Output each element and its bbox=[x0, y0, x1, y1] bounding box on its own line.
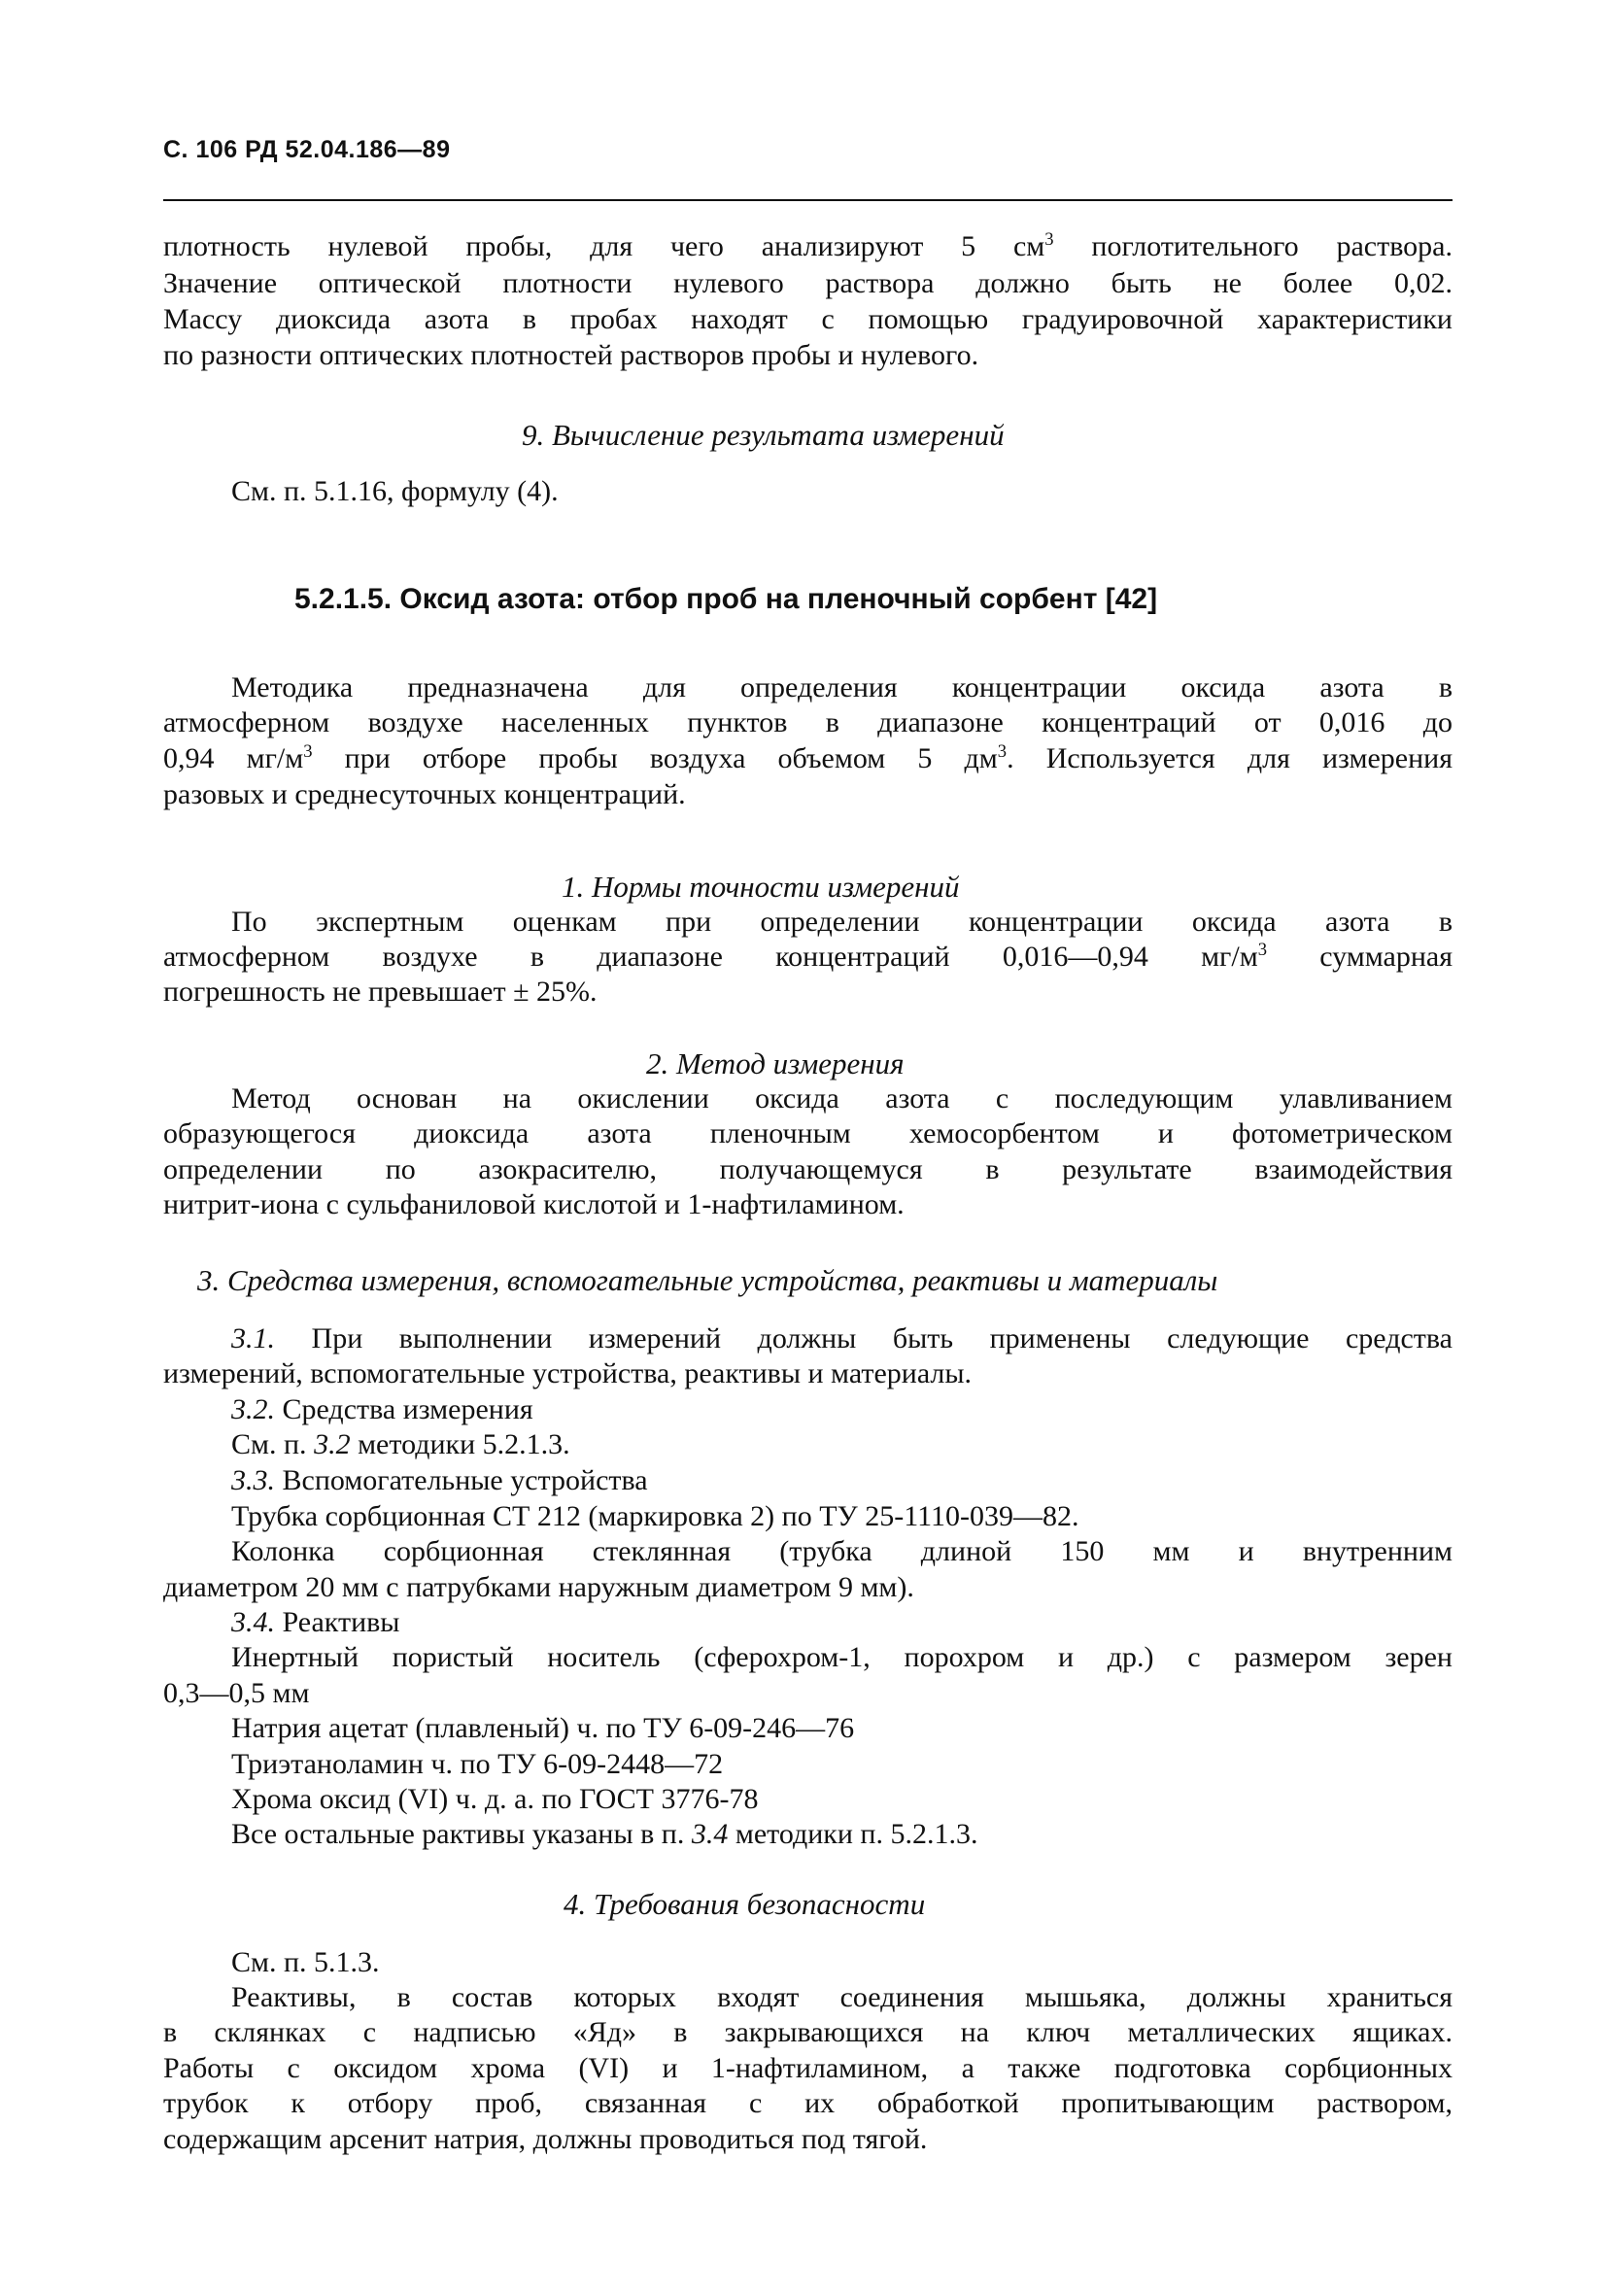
section-title: 5.2.1.5. Оксид азота: отбор проб на пленочный сорбент [42] bbox=[294, 583, 1158, 615]
sec4-line-0: См. п. 5.1.3. bbox=[231, 1946, 380, 1978]
intro-line-1: плотность нулевой пробы, для чего анализируют 5 $см^3$ поглотительного раствора. bbox=[163, 229, 1453, 262]
sec4-line-5: содержащим арсенит натрия, должны проводиться под тягой. bbox=[163, 2123, 928, 2155]
sec3-p33-line-1: Трубка сорбционная СТ 212 (маркировка 2) по ТУ 25-1110-039—82. bbox=[231, 1500, 1079, 1532]
sec3-p34-line-4: Триэтаноламин ч. по ТУ 6-09-2448—72 bbox=[231, 1748, 724, 1780]
header-rule bbox=[163, 199, 1453, 201]
sec3-p33-line-3: диаметром 20 мм с патрубками наружным диаметром 9 мм). bbox=[163, 1571, 914, 1603]
sec1-title: 1. Нормы точности измерений bbox=[562, 870, 960, 904]
method-line-4: разовых и среднесуточных концентраций. bbox=[163, 778, 686, 810]
intro-line-2: Значение оптической плотности нулевого раствора должно быть не более 0,02. bbox=[163, 267, 1453, 299]
sec1-line-3: погрешность не превышает ± 25%. bbox=[163, 976, 598, 1008]
intro-line-4: по разности оптических плотностей растворов пробы и нулевого. bbox=[163, 339, 979, 371]
sec2-line-2: образующегося диоксида азота пленочным хемосорбентом и фотометрическом bbox=[163, 1117, 1453, 1149]
sec1-line-2: атмосферном воздухе в диапазоне концентраций 0,016—0,94 $мг/м^3$ суммарная bbox=[163, 940, 1453, 973]
sec9-text: См. п. 5.1.16, формулу (4). bbox=[231, 475, 559, 507]
sec3-p34-line-5: Хрома оксид (VI) ч. д. а. по ГОСТ 3776-78 bbox=[231, 1783, 759, 1815]
sec3-p31-line-1: 3.1. При выполнении измерений должны быть применены следующие средства bbox=[231, 1322, 1453, 1354]
sec9-title: 9. Вычисление результата измерений bbox=[522, 418, 1005, 452]
sec4-line-3: Работы с оксидом хрома (VI) и 1-нафтиламином, а также подготовка сорбционных bbox=[163, 2052, 1453, 2084]
method-line-1: Методика предназначена для определения концентрации оксида азота в bbox=[231, 671, 1453, 703]
sec3-p34: 3.4. Реактивы bbox=[231, 1606, 400, 1638]
sec4-line-2: в склянках с надписью «Яд» в закрывающихся на ключ металлических ящиках. bbox=[163, 2016, 1453, 2048]
sec1-line-1: По экспертным оценкам при определении концентрации оксида азота в bbox=[231, 906, 1453, 938]
sec3-p34-line-6: Все остальные рактивы указаны в п. 3.4 методики п. 5.2.1.3. bbox=[231, 1818, 978, 1850]
sec2-title: 2. Метод измерения bbox=[646, 1046, 905, 1080]
sec4-title: 4. Требования безопасности bbox=[564, 1887, 926, 1921]
sec4-line-4: трубок к отбору проб, связанная с их обработкой пропитывающим раствором, bbox=[163, 2087, 1453, 2119]
sec3-p33: 3.3. Вспомогательные устройства bbox=[231, 1464, 648, 1496]
sec3-p34-line-3: Натрия ацетат (плавленый) ч. по ТУ 6-09-246—76 bbox=[231, 1712, 855, 1744]
running-head: С. 106 РД 52.04.186—89 bbox=[163, 136, 451, 163]
method-line-2: атмосферном воздухе населенных пунктов в диапазоне концентраций от 0,016 до bbox=[163, 706, 1453, 738]
sec3-p34-line-1: Инертный пористый носитель (сферохром-1, порохром и др.) с размером зерен bbox=[231, 1641, 1453, 1673]
sec2-line-1: Метод основан на окислении оксида азота с последующим улавливанием bbox=[231, 1082, 1453, 1114]
intro-line-3: Массу диоксида азота в пробах находят с помощью градуировочной характеристики bbox=[163, 303, 1453, 335]
sec3-p33-line-2: Колонка сорбционная стеклянная (трубка длиной 150 мм и внутренним bbox=[231, 1535, 1453, 1567]
sec2-line-3: определении по азокрасителю, получающемуся в результате взаимодействия bbox=[163, 1153, 1453, 1185]
sec3-title: 3. Средства измерения, вспомогательные устройства, реактивы и материалы bbox=[197, 1263, 1218, 1297]
sec4-line-1: Реактивы, в состав которых входят соединения мышьяка, должны храниться bbox=[231, 1981, 1453, 2013]
sec3-p31-line-2: измерений, вспомогательные устройства, реактивы и материалы. bbox=[163, 1357, 973, 1389]
sec3-p34-line-2: 0,3—0,5 мм bbox=[163, 1677, 310, 1709]
sec3-p32-ref: См. п. 3.2 методики 5.2.1.3. bbox=[231, 1428, 570, 1460]
method-line-3: 0,94 $мг/м^3$ при отборе пробы воздуха объемом 5 $дм^3$. Используется для измерения bbox=[163, 741, 1453, 774]
sec2-line-4: нитрит-иона с сульфаниловой кислотой и 1-нафтиламином. bbox=[163, 1188, 905, 1220]
sec3-p32: 3.2. Средства измерения bbox=[231, 1393, 533, 1425]
